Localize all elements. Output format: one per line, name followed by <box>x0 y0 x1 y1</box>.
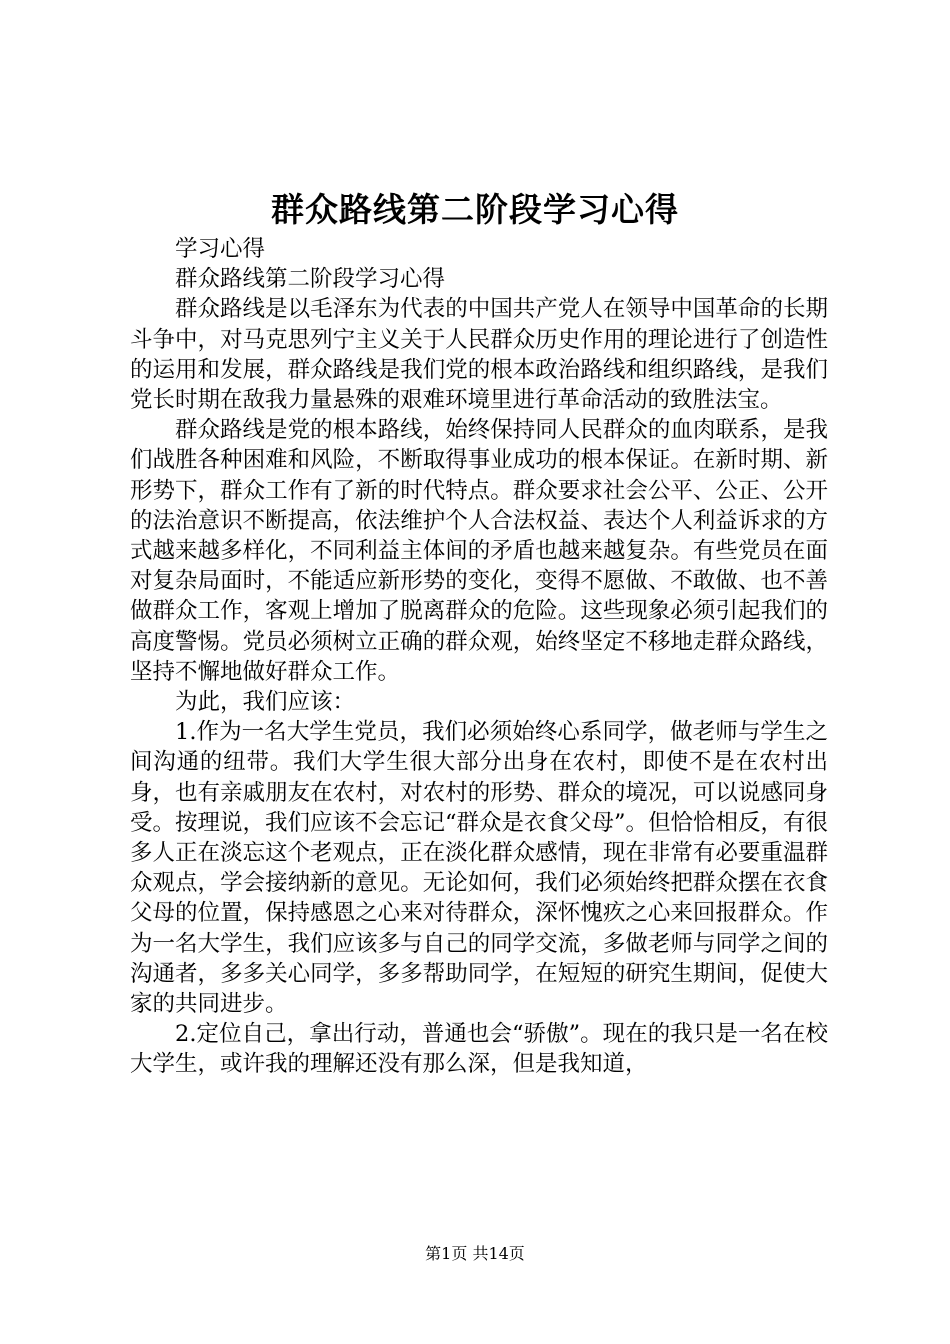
paragraph: 2.定位自己，拿出行动，普通也会“骄傲”。现在的我只是一名在校大学生，或许我的理解还没有那么深，但是我知道， <box>130 1021 828 1078</box>
paragraph: 1.作为一名大学生党员，我们必须始终心系同学，做老师与学生之间沟通的纽带。我们大学生很大部分出身在农村，即使不是在农村出身，也有亲戚朋友在农村，对农村的形势、群众的境况，可以说感同身受。按理说，我们应该不会忘记“群众是衣食父母”。但恰恰相反，有很多人正在淡忘这个老观点，正在淡化群众感情，现在非常有必要重温群众观点，学会接纳新的意见。无论如何，我们必须始终把群众摆在衣食父母的位置，保持感恩之心来对待群众，深怀愧疚之心来回报群众。作为一名大学生，我们应该多与自己的同学交流，多做老师与同学之间的沟通者，多多关心同学，多多帮助同学，在短短的研究生期间，促使大家的共同进步。 <box>130 719 829 1018</box>
paragraph: 群众路线是以毛泽东为代表的中国共产党人在领导中国革命的长期斗争中，对马克思列宁主义关于人民群众历史作用的理论进行了创造性的运用和发展，群众路线是我们党的根本政治路线和组织路线，是我们党长时期在敌我力量悬殊的艰难环境里进行革命活动的致胜法宝。 <box>130 296 828 414</box>
document-body <box>130 234 828 1080</box>
page-footer: 第1页 共14页 <box>425 1244 525 1263</box>
paragraph: 群众路线是党的根本路线，始终保持同人民群众的血肉联系，是我们战胜各种困难和风险，不断取得事业成功的根本保证。在新时期、新形势下，群众工作有了新的时代特点。群众要求社会公平、公正、公开的法治意识不断提高，依法维护个人合法权益、表达个人利益诉求的方式越来越多样化，不同利益主体间的矛盾也越来越复杂。有些党员在面对复杂局面时，不能适应新形势的变化，变得不愿做、不敢做、也不善做群众工作，客观上增加了脱离群众的危险。这些现象必须引起我们的高度警惕。党员必须树立正确的群众观，始终坚定不移地走群众路线，坚持不懈地做好群众工作。 <box>130 417 828 685</box>
paragraph-subtitle: 群众路线第二阶段学习心得 <box>175 266 446 293</box>
document-title: 群众路线第二阶段学习心得 <box>271 190 679 229</box>
paragraph-heading: 学习心得 <box>175 236 266 262</box>
paragraph: 为此，我们应该： <box>175 689 356 716</box>
